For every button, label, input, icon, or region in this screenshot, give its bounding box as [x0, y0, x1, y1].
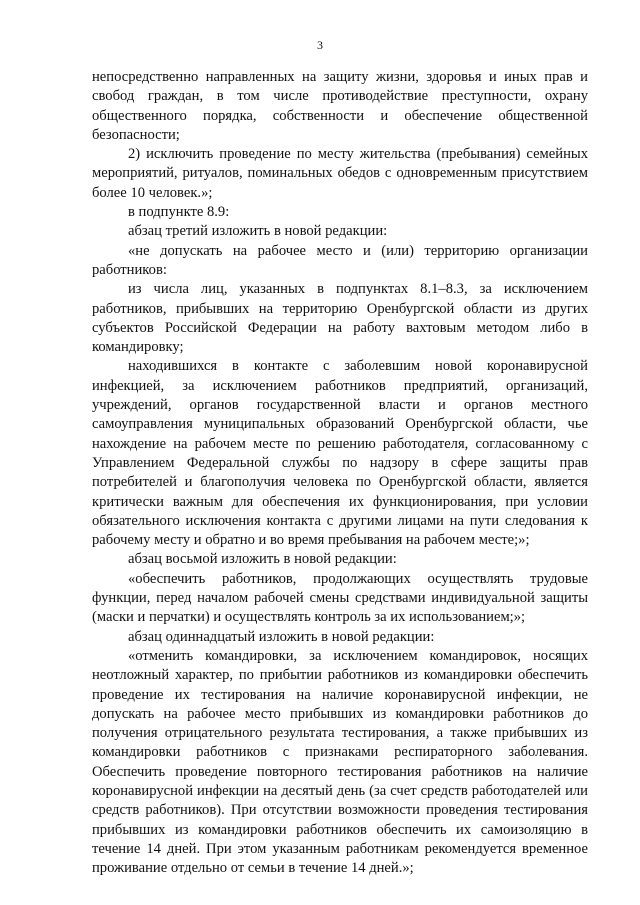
paragraph: «не допускать на рабочее место и (или) территорию организации работников:: [92, 242, 588, 278]
paragraph: из числа лиц, указанных в подпунктах 8.1–8.3, за исключением работников, прибывших на территорию Оренбургской области из других субъектов Российской Федерации на работу вахтовым методом либо в командировку;: [92, 281, 588, 356]
paragraph: «обеспечить работников, продолжающих осуществлять трудовые функции, перед началом рабочей смены средствами индивидуальной защиты (маски и перчатки) и осуществлять контроль за их использованием;»;: [92, 570, 588, 626]
paragraph: абзац восьмой изложить в новой редакции:: [128, 551, 397, 568]
document-body: [92, 68, 588, 878]
paragraph: абзац третий изложить в новой редакции:: [128, 223, 388, 240]
paragraph: абзац одиннадцатый изложить в новой редакции:: [128, 628, 435, 645]
paragraph: «отменить командировки, за исключением командировок, носящих неотложный характер, по прибытии работников из командировки обеспечить проведение их тестирования на наличие коронавирусной инфекции, не допускать на рабочее место прибывших из командировки работников до получения отрицательного результата тестирования, а также прибывших из командировки работников с признаками респираторного заболевания. Обеспечить проведение повторного тестирования работников на наличие коронавирусной инфекции на десятый день (за счет средств работодателей или средств работников). При отсутствии возможности проведения тестирования прибывших из командировки работников обеспечить их самоизоляцию в течение 14 дней. При этом указанным работникам рекомендуется временное проживание отдельно от семьи в течение 14 дней.»;: [92, 647, 588, 877]
page-number: 3: [317, 38, 323, 52]
paragraph: в подпункте 8.9:: [128, 204, 230, 221]
paragraph: 2) исключить проведение по месту жительства (пребывания) семейных мероприятий, ритуалов, поминальных обедов с одновременным присутствием более 10 человек.»;: [92, 146, 588, 201]
paragraph: находившихся в контакте с заболевшим новой коронавирусной инфекцией, за исключением работников предприятий, организаций, учреждений, органов государственной власти и органов местного самоуправления муниципальных образований Оренбургской области, чье нахождение на рабочем месте по решению работодателя, согласованному с Управлением Федеральной службы по надзору в сфере защиты прав потребителей и благополучия человека по Оренбургской области, является критически важным для обеспечения их функционирования, при условии обязательного исключения контакта с другими лицами на пути следования к рабочему месту и обратно и во время пребывания на рабочем месте;»;: [92, 358, 588, 549]
paragraph: непосредственно направленных на защиту жизни, здоровья и иных прав и свобод граждан, в том числе противодействие преступности, охрану общественного порядка, собственности и обеспечение общественной безопасности;: [92, 69, 588, 143]
